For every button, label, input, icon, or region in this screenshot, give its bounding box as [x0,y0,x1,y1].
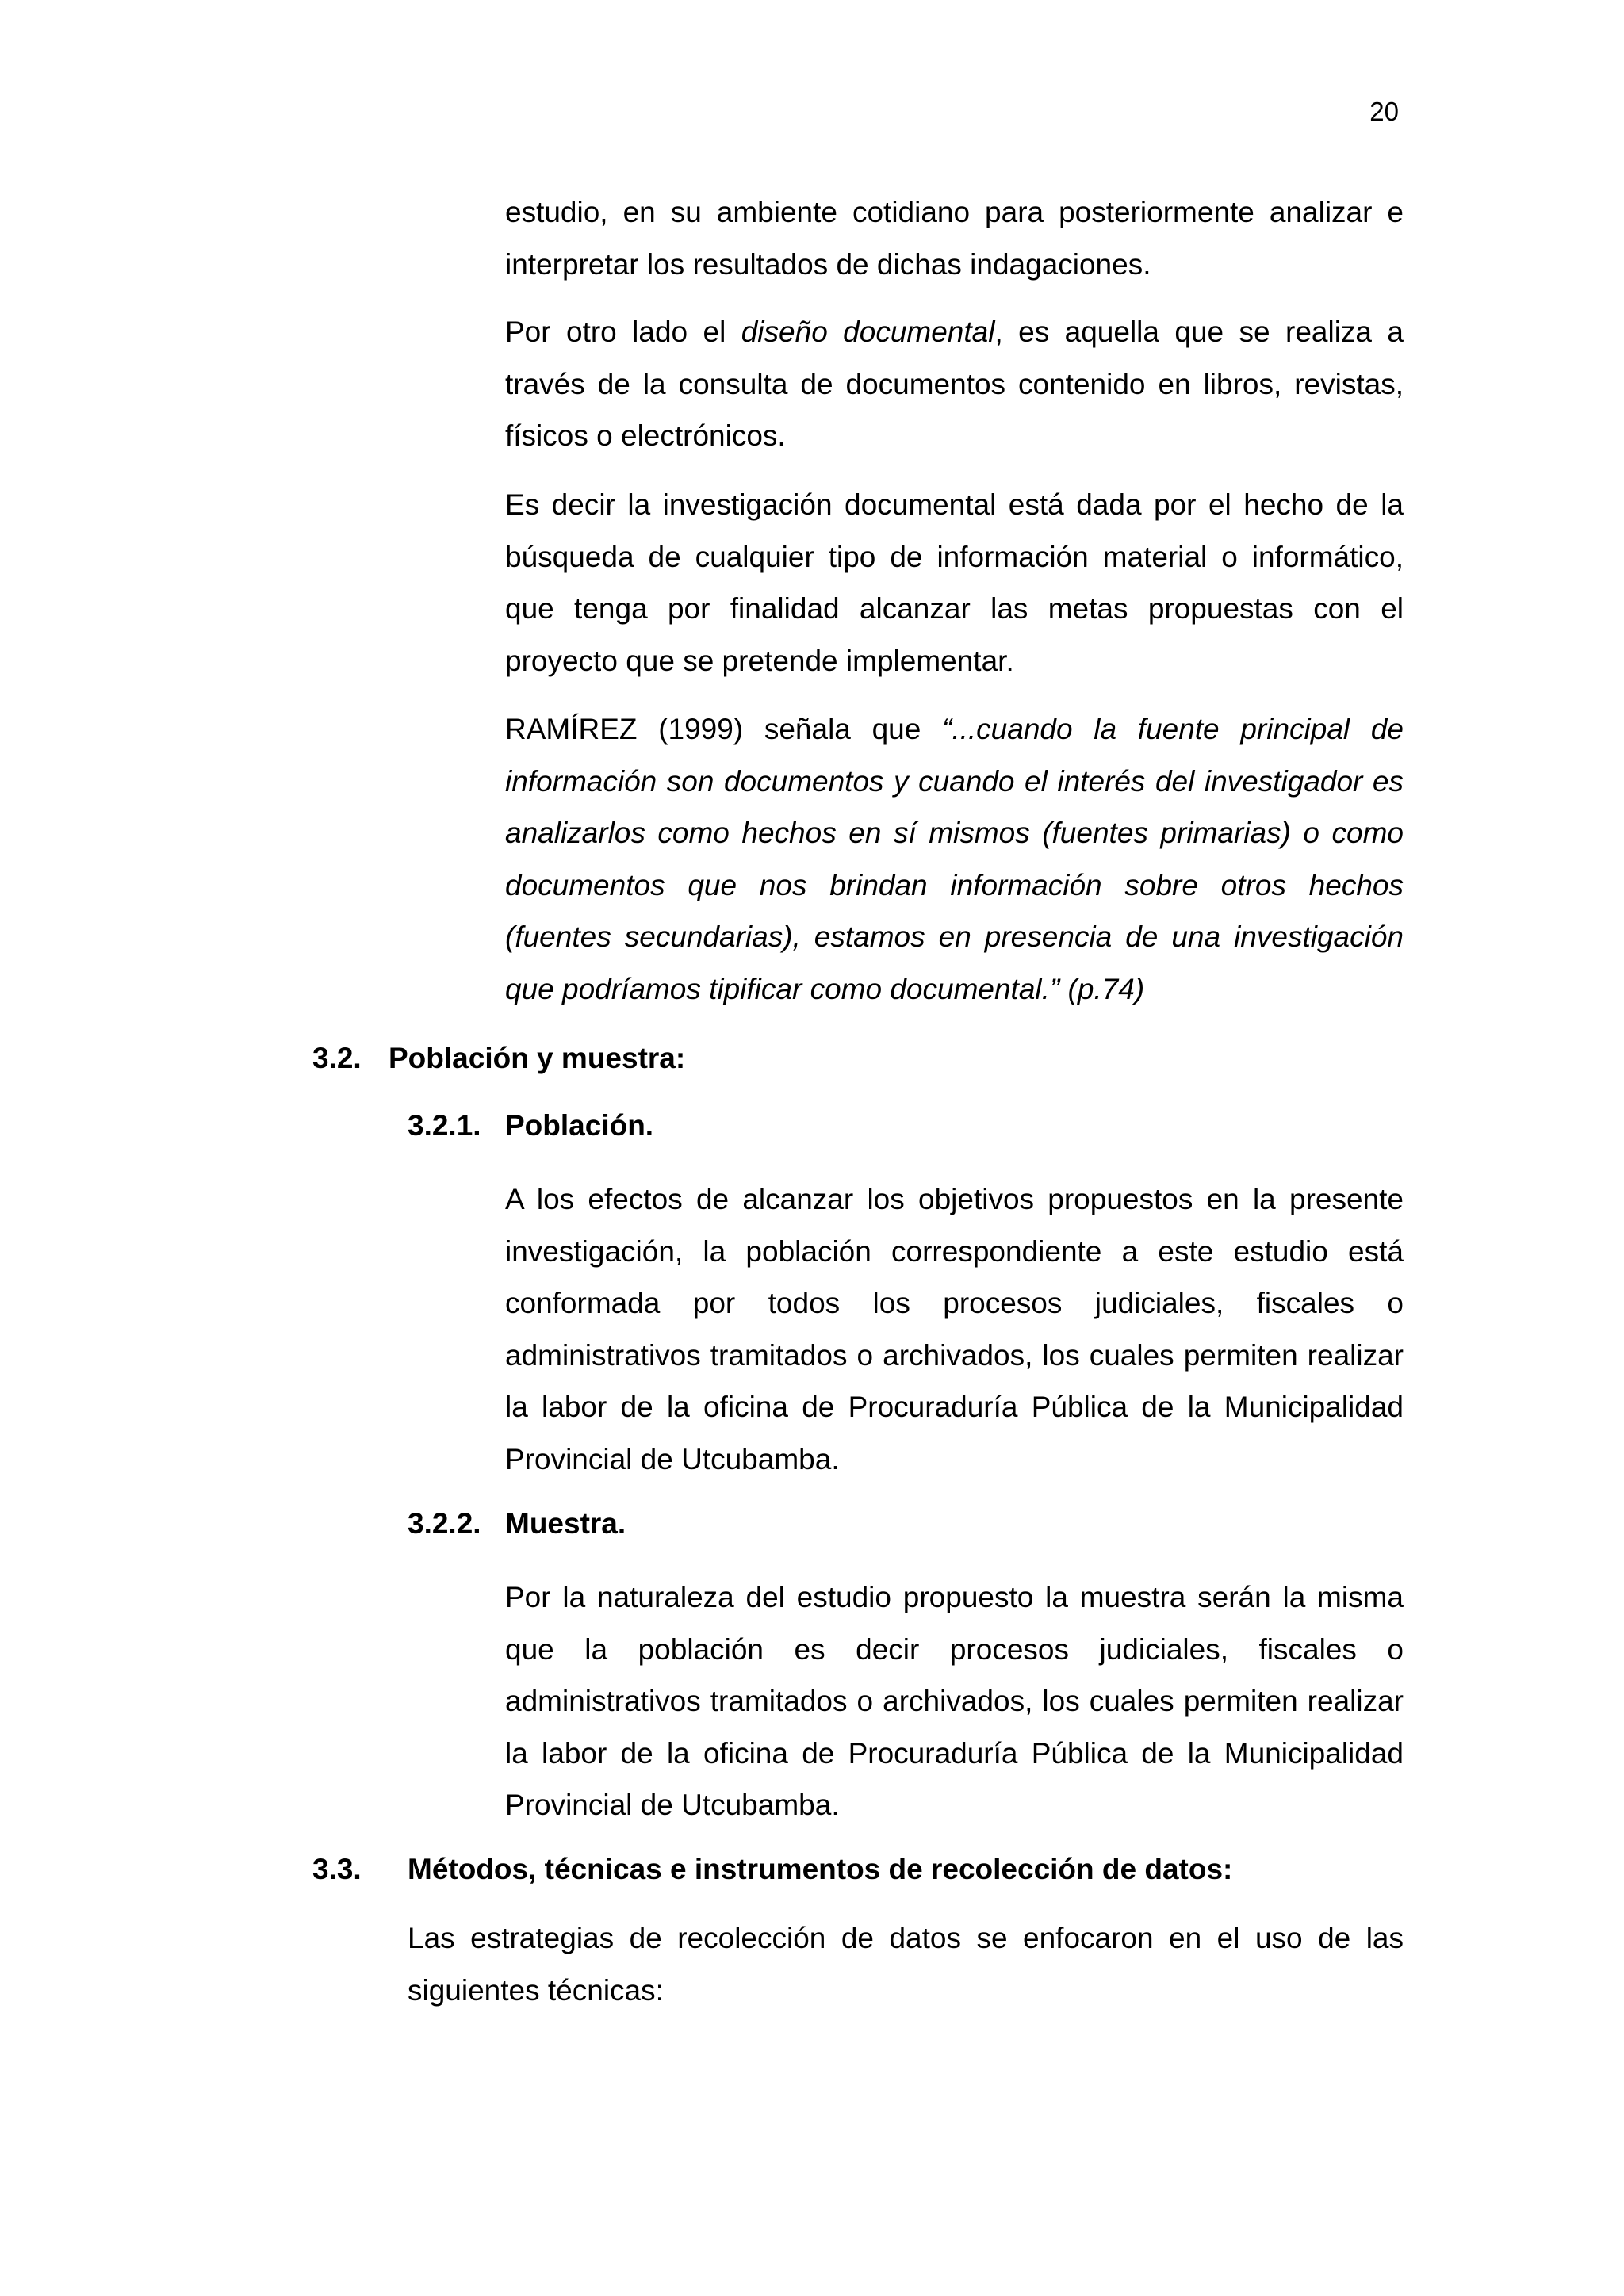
paragraph-diseno-documental [505,306,1404,462]
section-heading-3-2 [312,1032,947,1085]
paragraph-text: Las estrategias de recolección de datos se enfocaron en el uso de las siguientes técnicas: [408,1922,1404,2007]
paragraph-lead: Por otro lado el [505,316,741,348]
paragraph-text: Por la naturaleza del estudio propuesto la muestra serán la misma que la población es decir procesos judiciales, fiscales o administrativos tramitados o archivados, los cuales permiten realizar la labor de la oficina de Procuraduría Pública de la Municipalidad Provincial de Utcubamba. [505,1581,1404,1821]
section-number: 3.2.2. [408,1507,481,1540]
section-title: Métodos, técnicas e instrumentos de recolección de datos: [408,1853,1233,1885]
page-number: 20 [1369,97,1399,126]
section-number: 3.3. [312,1853,362,1885]
paragraph-text: Es decir la investigación documental está dada por el hecho de la búsqueda de cualquier tipo de información material o informático, que tenga por finalidad alcanzar las metas propuestas con el proyecto que se pretende implementar. [505,488,1404,677]
paragraph-text [505,703,1404,1015]
emphasized-term: diseño documental [741,316,995,348]
section-number: 3.2. [312,1042,362,1074]
paragraph-text: estudio, en su ambiente cotidiano para posteriormente analizar e interpretar los resultados de dichas indagaciones. [505,196,1404,281]
paragraph-continuation [505,186,1404,290]
paragraph-investigacion-documental [505,479,1404,687]
paragraph-rest: , es aquella que se realiza a través de la consulta de documentos contenido en libros, revistas, físicos o electrónicos. [505,316,1404,452]
paragraph-text [505,306,1404,462]
quote-text: “...cuando la fuente principal de información son documentos y cuando el interés del investigador es analizarlos como hechos en sí mismos (fuentes primarias) o como documentos que nos brindan información sobre otros hechos (fuentes secundarias), estamos en presencia de una investigación que podríamos tipificar como documental.” (p.74) [505,713,1404,1005]
section-heading-3-2-1 [408,1100,1042,1152]
section-number: 3.2.1. [408,1109,481,1142]
section-body-poblacion [505,1173,1404,1485]
quote-author: RAMÍREZ (1999) señala que [505,713,943,745]
paragraph-text: A los efectos de alcanzar los objetivos propuestos en la presente investigación, la población correspondiente a este estudio está conformada por todos los procesos judiciales, fiscales o administrativos tramitados o archivados, los cuales permiten realizar la labor de la oficina de Procuraduría Pública de la Municipalidad Provincial de Utcubamba. [505,1183,1404,1475]
section-title: Población y muestra: [389,1042,686,1074]
section-heading-3-2-2 [408,1498,1042,1550]
section-title: Población. [505,1109,654,1142]
section-title: Muestra. [505,1507,626,1540]
section-heading-3-3 [312,1843,1423,1896]
paragraph-quote-ramirez [505,703,1404,1015]
section-body-muestra [505,1571,1404,1831]
section-body-metodos [408,1912,1404,2016]
